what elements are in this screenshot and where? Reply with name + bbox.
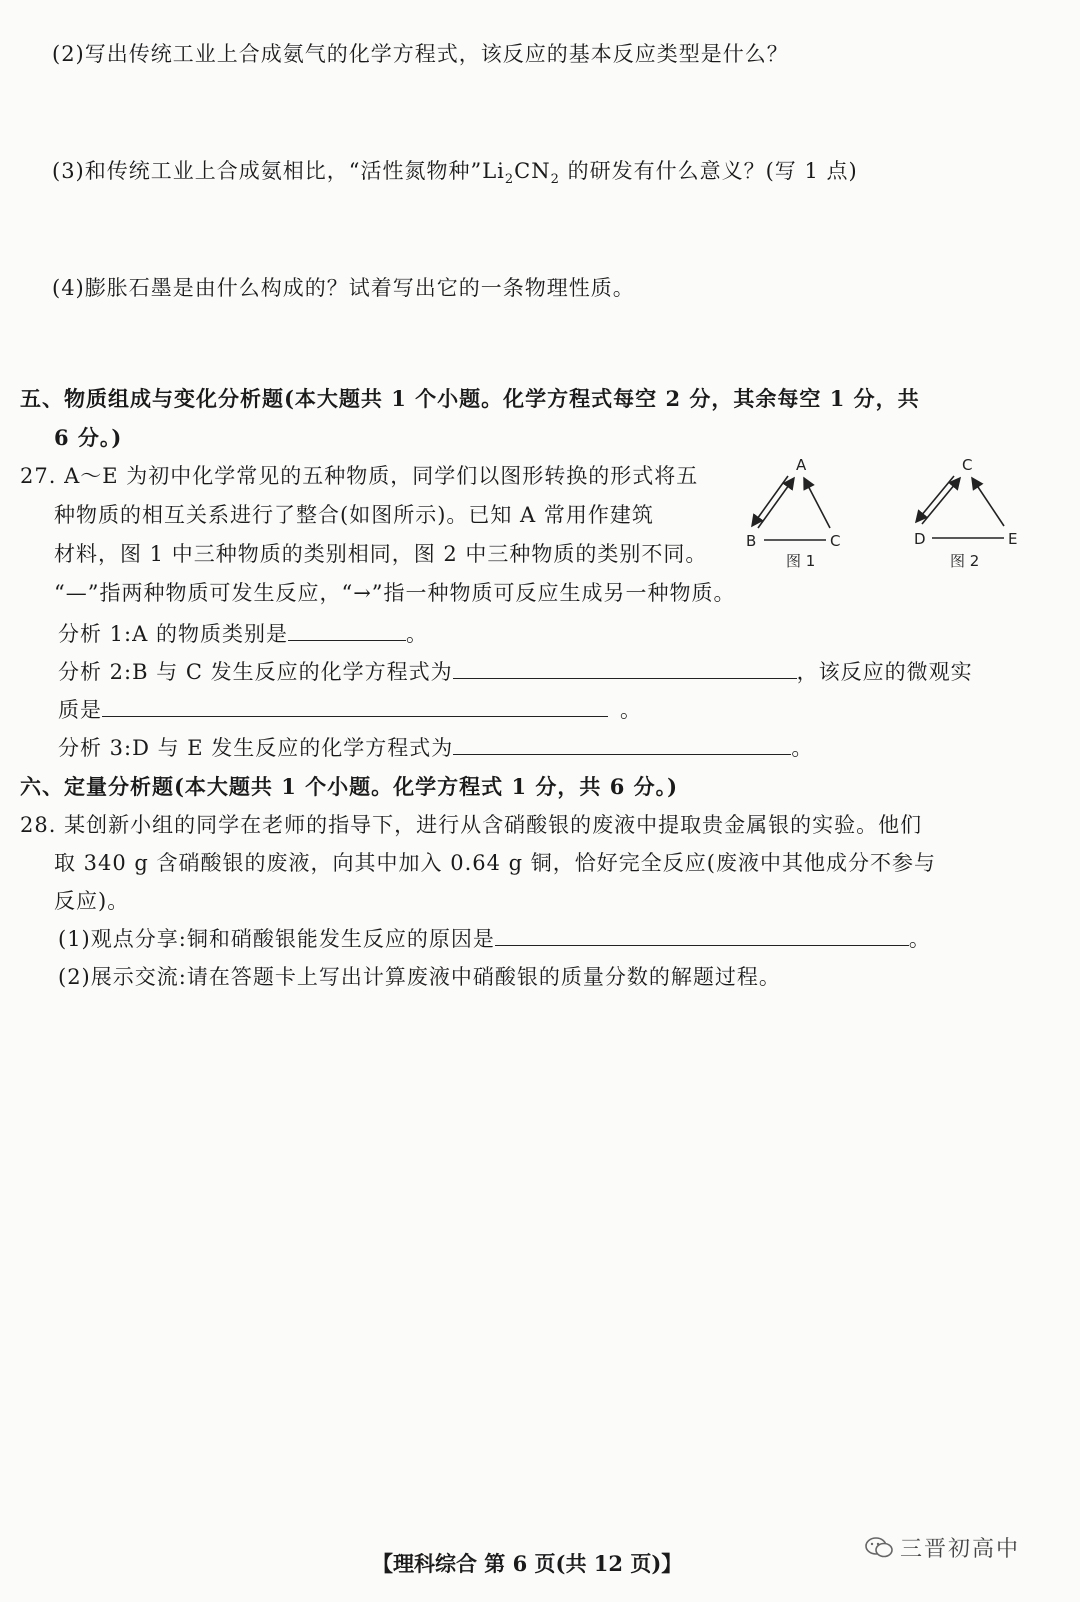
q27-line1: 27. A～E 为初中化学常见的五种物质，同学们以图形转换的形式将五 xyxy=(20,464,699,488)
q27-analysis2b-text: 质是 xyxy=(58,698,102,722)
page-footer: 【理科综合 第 6 页(共 12 页)】 xyxy=(372,1551,683,1576)
q27-analysis1-text: 分析 1:A 的物质类别是 xyxy=(58,622,288,646)
q27-line3: 材料，图 1 中三种物质的类别相同，图 2 中三种物质的类别不同。 xyxy=(54,542,708,566)
fig1-label-a: A xyxy=(796,456,807,474)
q26-sub2: 2 xyxy=(550,172,560,188)
q28-sub1-end: 。 xyxy=(908,927,931,951)
q27-analysis2-end: ，该反应的微观实 xyxy=(796,660,973,684)
q27-analysis1 xyxy=(58,618,428,648)
section6-heading: 六、定量分析题(本大题共 1 个小题。化学方程式 1 分，共 6 分。) xyxy=(20,774,679,799)
fig1-label-b: B xyxy=(746,532,757,550)
q26-part3-pre: (3)和传统工业上合成氨相比，“活性氮物种”Li xyxy=(52,159,505,183)
q27-line2: 种物质的相互关系进行了整合(如图所示)。已知 A 常用作建筑 xyxy=(54,503,654,527)
q27-analysis2b xyxy=(58,694,642,724)
figure-2 xyxy=(910,452,1030,570)
q28-line2: 取 340 g 含硝酸银的废液，向其中加入 0.64 g 铜，恰好完全反应(废液中其他成分不参与 xyxy=(54,851,936,875)
fig1-arrow-a-to-b xyxy=(752,476,788,526)
q27-analysis3-end: 。 xyxy=(791,736,814,760)
fig1-label-c: C xyxy=(830,532,841,550)
section5-heading-line2: 6 分。) xyxy=(54,425,123,450)
q27-answer-blank-3[interactable] xyxy=(102,696,608,717)
q26-part3-mid: CN xyxy=(514,159,551,183)
fig2-arrow-e-to-c xyxy=(972,478,1004,526)
q26-sub1: 2 xyxy=(504,172,515,188)
q26-part3-post: 的研发有什么意义？(写 1 点) xyxy=(559,159,858,183)
fig1-arrow-c-to-a xyxy=(804,478,830,528)
fig2-label-d: D xyxy=(914,530,926,548)
q28-answer-blank-1[interactable] xyxy=(495,925,909,946)
fig2-arrow-c-to-d xyxy=(916,476,954,522)
q28-line1: 28. 某创新小组的同学在老师的指导下，进行从含硝酸银的废液中提取贵金属银的实验。他们 xyxy=(20,813,923,837)
q27-analysis3 xyxy=(58,732,813,762)
q27-answer-blank-2[interactable] xyxy=(453,658,797,679)
fig2-caption: 图 2 xyxy=(950,552,980,570)
q28-sub2: (2)展示交流:请在答题卡上写出计算废液中硝酸银的质量分数的解题过程。 xyxy=(58,965,781,989)
q26-part3 xyxy=(52,155,858,187)
q28-sub1 xyxy=(58,923,931,953)
q27-analysis2-text: 分析 2:B 与 C 发生反应的化学方程式为 xyxy=(58,660,453,684)
fig2-label-e: E xyxy=(1008,530,1018,548)
q27-answer-blank-1[interactable] xyxy=(288,620,406,641)
watermark xyxy=(864,1532,1020,1563)
q28-sub1-text: (1)观点分享:铜和硝酸银能发生反应的原因是 xyxy=(58,927,495,951)
q27-line4: “—”指两种物质可发生反应，“→”指一种物质可反应生成另一种物质。 xyxy=(54,581,736,605)
q27-analysis3-text: 分析 3:D 与 E 发生反应的化学方程式为 xyxy=(58,736,454,760)
q28-line3: 反应)。 xyxy=(54,889,130,913)
watermark-text: 三晋初高中 xyxy=(900,1537,1021,1562)
wechat-icon xyxy=(864,1535,894,1561)
figure-1 xyxy=(744,452,854,570)
q27-analysis2b-end: 。 xyxy=(620,698,642,722)
section5-heading-line1: 五、物质组成与变化分析题(本大题共 1 个小题。化学方程式每空 2 分，其余每空 1 分，共 xyxy=(20,386,920,411)
fig2-label-c: C xyxy=(962,456,973,474)
fig1-caption: 图 1 xyxy=(786,552,816,570)
q27-analysis2 xyxy=(58,656,973,686)
q27-analysis1-end: 。 xyxy=(405,622,428,646)
q26-part4: (4)膨胀石墨是由什么构成的？试着写出它的一条物理性质。 xyxy=(52,276,635,300)
q26-part2: (2)写出传统工业上合成氨气的化学方程式，该反应的基本反应类型是什么？ xyxy=(52,42,789,66)
fig2-arrow-d-to-c xyxy=(922,478,960,524)
fig1-arrow-b-to-a xyxy=(758,478,794,528)
q27-answer-blank-4[interactable] xyxy=(453,734,791,755)
